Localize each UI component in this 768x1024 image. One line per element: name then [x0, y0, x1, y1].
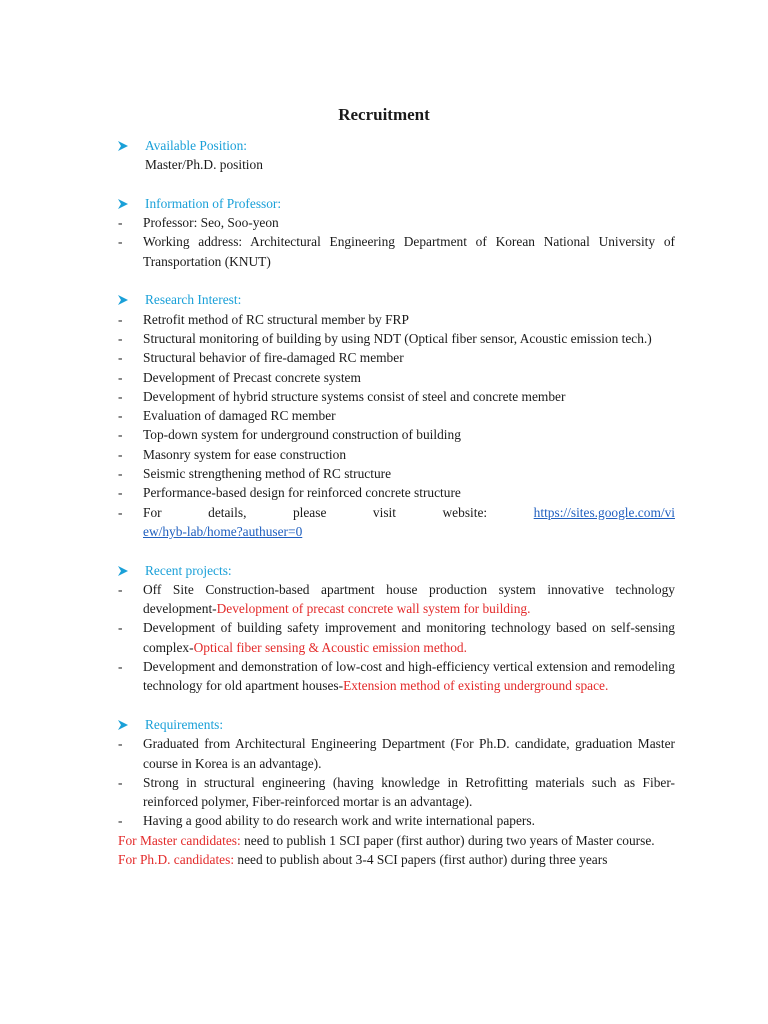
section-available-position: [118, 136, 675, 175]
list-item: - Development of hybrid structure systems consist of steel and concrete member: [118, 388, 566, 404]
master-requirement: For Master candidates: need to publish 1 SCI paper (first author) during two years of Master course.: [118, 832, 655, 848]
arrow-bullet-icon: [118, 561, 128, 576]
list-item: - Professor: Seo, Soo-yeon: [118, 215, 279, 231]
section-research-interest: [118, 290, 675, 541]
section-professor: [118, 194, 675, 271]
arrow-bullet-icon: [118, 715, 128, 730]
arrow-bullet-icon: [118, 290, 128, 305]
list-item: - Having a good ability to do research work and write international papers.: [118, 813, 535, 829]
list-item: - Working address: Architectural Engineering Department of Korean National University of Transportation (KNUT): [118, 234, 675, 269]
section-heading: Research Interest:: [118, 290, 675, 309]
list-item: - Development of building safety improvement and monitoring technology based on self-sensing complex-Optical fiber sensing & Acoustic emission method.: [118, 620, 675, 655]
list-item: - Development of Precast concrete system: [118, 369, 361, 385]
website-link[interactable]: https://sites.google.com/view/hyb-lab/home?authuser=0: [143, 504, 675, 539]
list-item: - Seismic strengthening method of RC structure: [118, 466, 392, 482]
section-recent-projects: [118, 561, 675, 696]
list-item: - Development and demonstration of low-cost and high-efficiency vertical extension and remodeling technology for old apartment houses-Extension method of existing underground space.: [118, 659, 675, 694]
list-item: - Structural behavior of fire-damaged RC member: [118, 350, 404, 366]
list-item: - Evaluation of damaged RC member: [118, 408, 336, 424]
list-item: - Top-down system for underground construction of building: [118, 427, 461, 443]
section-heading: Recent projects:: [118, 561, 675, 580]
section-heading: Requirements:: [118, 715, 675, 734]
list-item-website: - For details, please visit website: https://sites.google.com/view/hyb-lab/home?authuser=0: [118, 504, 675, 539]
list-item: - Performance-based design for reinforced concrete structure: [118, 485, 461, 501]
list-item: - Masonry system for ease construction: [118, 446, 347, 462]
section-heading: Information of Professor:: [118, 194, 675, 213]
arrow-bullet-icon: [118, 194, 128, 209]
list-item: - Off Site Construction-based apartment house production system innovative technology development-Development of precast concrete wall system for building.: [118, 581, 675, 617]
section-heading: Available Position:: [118, 136, 675, 155]
phd-requirement: For Ph.D. candidates: need to publish about 3-4 SCI papers (first author) during three years: [118, 851, 608, 867]
list-item: - Structural monitoring of building by using NDT (Optical fiber sensor, Acoustic emission tech.): [118, 330, 652, 346]
arrow-bullet-icon: [118, 136, 128, 151]
section-requirements: [118, 715, 675, 869]
list-item: - Retrofit method of RC structural member by FRP: [118, 311, 409, 327]
list-item: - Strong in structural engineering (having knowledge in Retrofitting materials such as Fiber-reinforced polymer, Fiber-reinforced mortar is an advantage).: [118, 774, 675, 810]
list-item: - Graduated from Architectural Engineering Department (For Ph.D. candidate, graduation Master course in Korea is an advantage).: [118, 736, 675, 771]
position-value: Master/Ph.D. position: [145, 157, 263, 173]
page-title: Recruitment: [338, 105, 430, 124]
document-body: [118, 136, 675, 869]
